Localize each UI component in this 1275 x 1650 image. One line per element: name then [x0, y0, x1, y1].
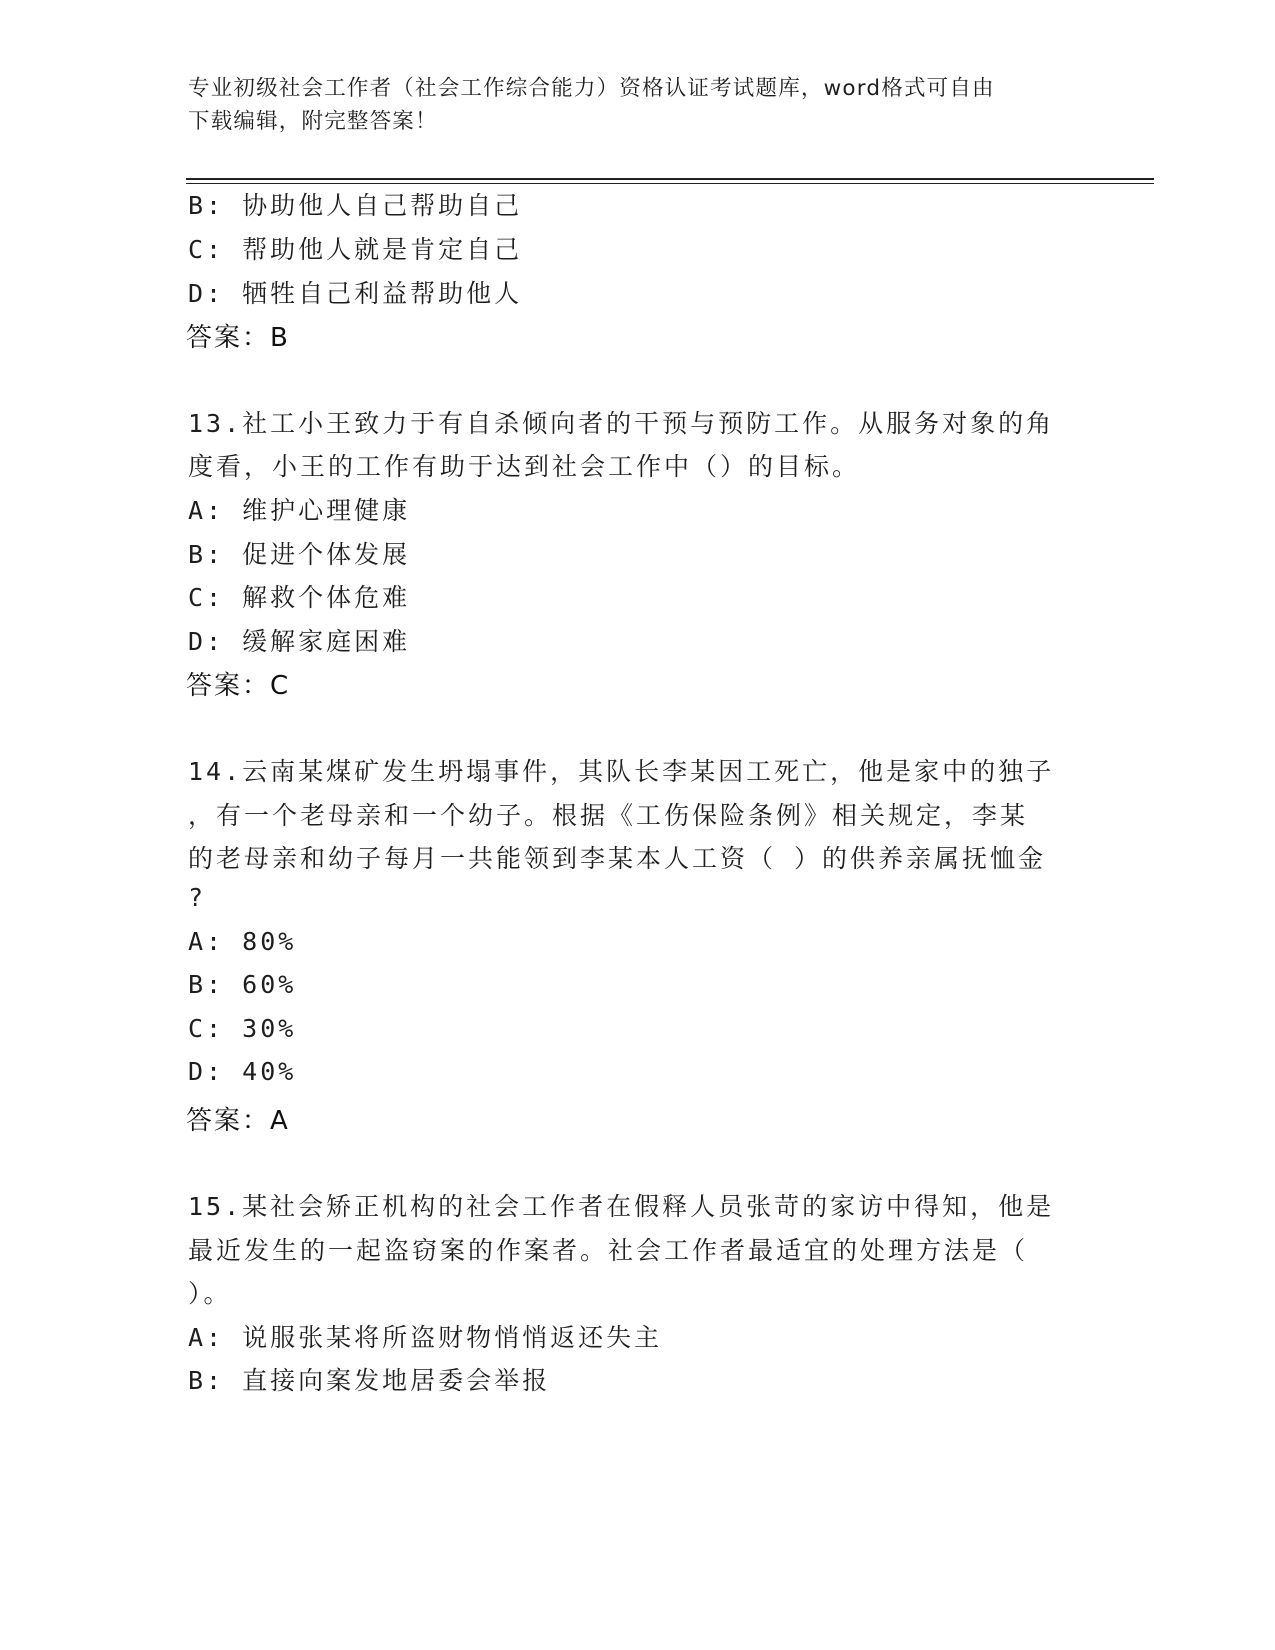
q13-option-c: C: 解救个体危难 [188, 583, 411, 612]
q13-answer: 答案：C [186, 671, 291, 701]
q14-stem-line-2: ，有一个老母亲和一个幼子。根据《工伤保险条例》相关规定，李某 [188, 801, 1029, 830]
q12-option-d: D: 牺牲自己利益帮助他人 [188, 279, 523, 308]
header-divider-thick [186, 178, 1154, 180]
header-divider-thin [186, 183, 1154, 184]
q13-option-b: B: 促进个体发展 [188, 540, 411, 569]
q12-answer: 答案：B [186, 323, 290, 353]
q13-option-d: D: 缓解家庭困难 [188, 627, 411, 656]
q15-stem-line-1: 15.某社会矫正机构的社会工作者在假释人员张苛的家访中得知，他是 [188, 1192, 1055, 1221]
q15-stem-line-2: 最近发生的一起盗窃案的作案者。社会工作者最适宜的处理方法是（ [188, 1236, 1029, 1265]
q13-option-a: A: 维护心理健康 [188, 496, 411, 525]
q12-option-c: C: 帮助他人就是肯定自己 [188, 235, 523, 264]
q14-option-b: B: 60% [188, 970, 297, 999]
q14-stem-line-1: 14.云南某煤矿发生坍塌事件，其队长李某因工死亡，他是家中的独子 [188, 757, 1055, 786]
q14-stem-line-4: ? [188, 883, 207, 912]
q14-option-c: C: 30% [188, 1014, 297, 1043]
q12-option-b: B: 协助他人自己帮助自己 [188, 191, 523, 220]
q13-stem-line-2: 度看，小王的工作有助于达到社会工作中（）的目标。 [188, 452, 861, 481]
q15-stem-line-3: ）。 [188, 1279, 232, 1308]
header-line-1: 专业初级社会工作者（社会工作综合能力）资格认证考试题库，word格式可自由 [188, 76, 995, 101]
q14-option-d: D: 40% [188, 1057, 297, 1086]
q14-option-a: A: 80% [188, 927, 297, 956]
q15-option-b: B: 直接向案发地居委会举报 [188, 1366, 551, 1395]
q15-option-a: A: 说服张某将所盗财物悄悄返还失主 [188, 1323, 663, 1352]
q14-answer: 答案：A [186, 1106, 290, 1136]
q14-stem-line-3: 的老母亲和幼子每月一共能领到李某本人工资（ ）的供养亲属抚恤金 [188, 844, 1047, 873]
header-line-2: 下载编辑，附完整答案！ [188, 109, 438, 134]
document-header [188, 72, 1068, 138]
q13-stem-line-1: 13.社工小王致力于有自杀倾向者的干预与预防工作。从服务对象的角 [188, 409, 1055, 438]
